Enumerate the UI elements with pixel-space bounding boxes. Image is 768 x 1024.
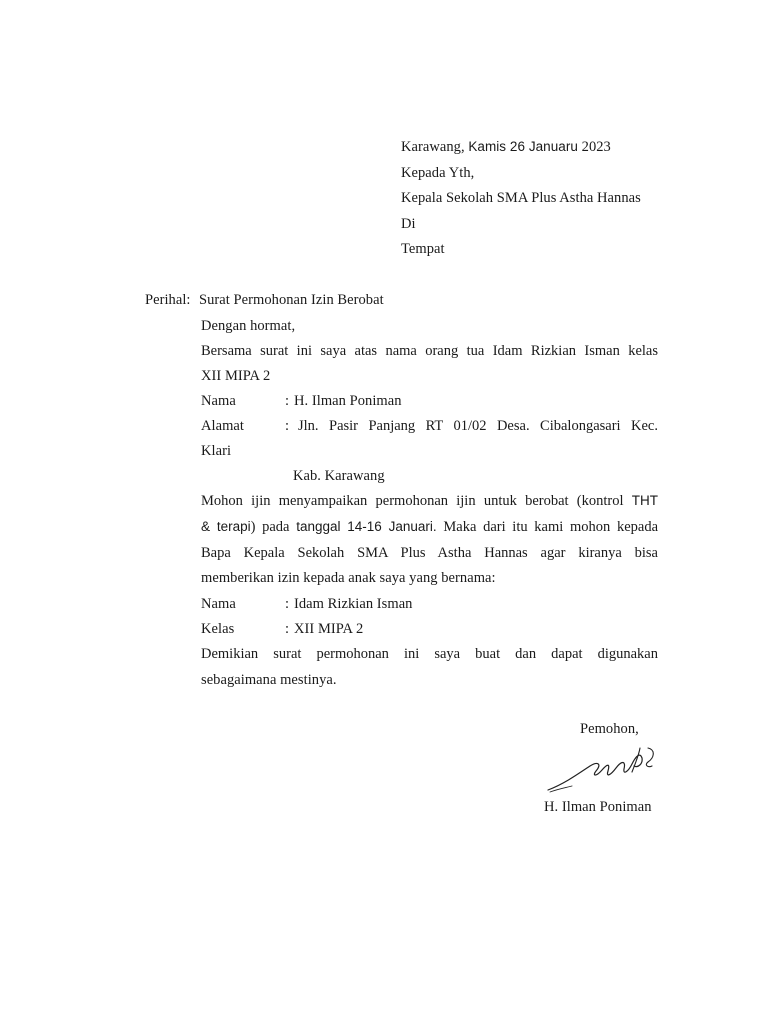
- recipient: Kepala Sekolah SMA Plus Astha Hannas: [401, 190, 641, 206]
- intro-line-2: XII MIPA 2: [201, 368, 271, 384]
- parent-name-value: H. Ilman Poniman: [294, 393, 402, 409]
- request-line-2c: tanggal 14-16 Januari.: [296, 519, 437, 534]
- student-class-value: XII MIPA 2: [294, 621, 364, 637]
- recipient-at: Di: [401, 216, 416, 232]
- student-name-label: Nama: [201, 596, 236, 612]
- place-date-day: Kamis 26 Januaru: [468, 139, 578, 154]
- request-line-1: [201, 492, 658, 510]
- place-date-prefix: Karawang,: [401, 139, 469, 155]
- request-line-2: [201, 518, 658, 536]
- to-line: Kepada Yth,: [401, 165, 475, 181]
- greeting: Dengan hormat,: [201, 318, 296, 334]
- recipient-place: Tempat: [401, 241, 445, 257]
- student-class-colon: :: [285, 621, 290, 637]
- request-line-2a: & terapi: [201, 519, 251, 534]
- parent-name-colon: :: [285, 393, 290, 409]
- student-name-colon: :: [285, 596, 290, 612]
- parent-address-colon: :: [285, 418, 290, 434]
- signature-name: H. Ilman Poniman: [544, 799, 652, 815]
- parent-address-label: Alamat: [201, 418, 244, 434]
- closing-line-1: Demikian surat permohonan ini saya buat dan dapat digunakan: [201, 646, 658, 662]
- intro-line-1: Bersama surat ini saya atas nama orang tua Idam Rizkian Isman kelas: [201, 343, 658, 359]
- signature-role: Pemohon,: [580, 721, 639, 737]
- parent-address-line-2: Klari: [201, 443, 232, 459]
- closing-line-2: sebagaimana mestinya.: [201, 672, 337, 688]
- parent-name-label: Nama: [201, 393, 236, 409]
- request-line-1a: Mohon ijin menyampaikan permohonan ijin untuk berobat (kontrol: [201, 493, 624, 509]
- request-line-4: memberikan izin kepada anak saya yang bernama:: [201, 570, 496, 586]
- parent-address-line-1: Jln. Pasir Panjang RT 01/02 Desa. Cibalongasari Kec.: [298, 418, 658, 434]
- request-line-1b: THT: [631, 493, 659, 508]
- parent-address-line-3: Kab. Karawang: [293, 468, 385, 484]
- place-date: [401, 138, 611, 156]
- handwritten-signature: [544, 744, 672, 796]
- request-line-3: Bapa Kepala Sekolah SMA Plus Astha Hannas agar kiranya bisa: [201, 545, 658, 561]
- request-line-2b: ) pada: [250, 519, 290, 535]
- subject-text: Surat Permohonan Izin Berobat: [199, 292, 384, 308]
- request-line-2d: Maka dari itu kami mohon kepada: [443, 519, 659, 535]
- student-class-label: Kelas: [201, 621, 235, 637]
- subject-label: Perihal:: [145, 292, 191, 308]
- student-name-value: Idam Rizkian Isman: [294, 596, 413, 612]
- place-date-year: 2023: [577, 139, 611, 155]
